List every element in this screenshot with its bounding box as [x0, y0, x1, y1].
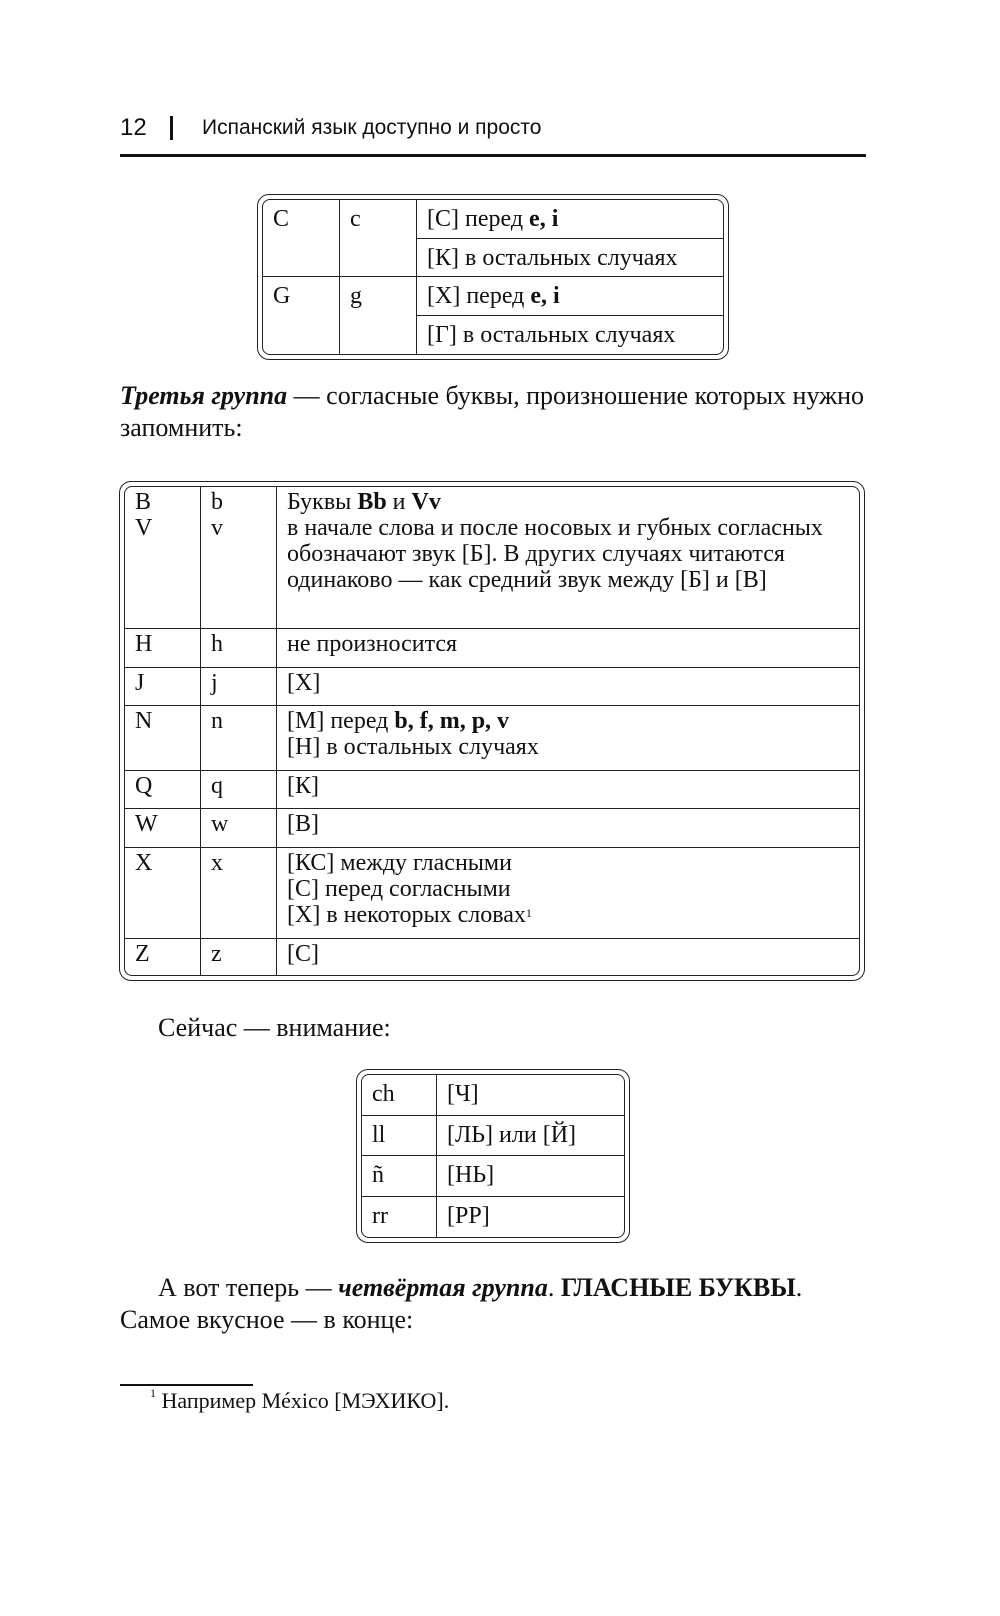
letter-upper: J: [125, 667, 201, 705]
digraph-cell: rr: [362, 1197, 437, 1237]
letter-upper: W: [125, 809, 201, 847]
letter-upper: Q: [125, 770, 201, 808]
letter-upper: B V: [135, 489, 153, 541]
strong-heading: ГЛАСНЫЕ БУКВЫ: [560, 1273, 796, 1302]
footnote-ref: 1: [525, 905, 532, 920]
rule-cell: [Х] перед e, i: [417, 277, 724, 316]
desc-cell: не произносится: [277, 629, 860, 667]
letter-lower: x: [201, 847, 277, 938]
desc-cell: [М] перед b, f, m, p, v [Н] в остальных случаях: [277, 706, 860, 771]
letter-upper: Z: [125, 939, 201, 976]
desc-cell: [С]: [277, 939, 860, 976]
table-row: [125, 667, 859, 705]
letter-upper: H: [125, 629, 201, 667]
table-c-g: [257, 194, 729, 360]
rule-cell: [С] перед e, i: [417, 200, 724, 238]
emphasis: Третья группа: [120, 381, 288, 410]
table-digraphs: [356, 1069, 630, 1243]
desc-cell: [В]: [277, 809, 860, 847]
letter-upper: C: [273, 206, 290, 232]
paragraph-attention: Сейчас — внимание:: [158, 1013, 391, 1042]
digraph-cell: ch: [372, 1081, 395, 1107]
paragraph-fourth-group: А вот теперь — четвёртая группа. ГЛАСНЫЕ БУКВЫ. Самое вкусное — в конце:: [120, 1273, 803, 1334]
table-consonants: [119, 481, 865, 981]
table-row: [125, 770, 859, 808]
letter-upper: N: [125, 706, 201, 771]
footnote-mark: 1: [150, 1386, 156, 1400]
digraph-cell: ll: [362, 1115, 437, 1156]
running-header: [120, 114, 866, 157]
letter-upper: G: [263, 277, 340, 354]
letter-lower: b v: [201, 487, 277, 629]
letter-lower: g: [340, 277, 417, 354]
footnote: [150, 1388, 449, 1414]
table-row: [125, 706, 859, 771]
emphasis: четвёртая группа: [338, 1273, 548, 1302]
letter-upper: X: [125, 847, 201, 938]
letter-lower: w: [201, 809, 277, 847]
table-row: [125, 809, 859, 847]
desc-cell: Буквы Bb и Vv в начале слова и после носовых и губных согласных обозначают звук [Б]. В других случаях читаются одинаково — как средний звук между [Б] и [В]: [277, 487, 860, 629]
letter-lower: h: [201, 629, 277, 667]
letter-lower: q: [201, 770, 277, 808]
letter-lower: j: [201, 667, 277, 705]
desc-cell: [К]: [277, 770, 860, 808]
table-row: [125, 487, 859, 629]
sound-cell: [НЬ]: [437, 1156, 625, 1197]
rule-cell: [К] в остальных случаях: [417, 238, 724, 277]
footnote-text: Например México [МЭХИКО].: [161, 1388, 450, 1413]
sound-cell: [ЛЬ] или [Й]: [437, 1115, 625, 1156]
table-row: [362, 1197, 624, 1237]
letter-lower: c: [340, 200, 417, 277]
sound-cell: [РР]: [437, 1197, 625, 1237]
header-separator: [170, 116, 173, 140]
table-row: [362, 1115, 624, 1156]
footnote-rule: [120, 1384, 253, 1386]
table-row: [125, 939, 859, 976]
sound-cell: [Ч]: [437, 1075, 625, 1115]
book-title: Испанский язык доступно и просто: [202, 116, 542, 139]
letter-lower: n: [201, 706, 277, 771]
desc-cell: [КС] между гласными [С] перед согласными [Х] в некоторых словах$^1$: [277, 847, 860, 938]
digraph-cell: ñ: [362, 1156, 437, 1197]
table-row: [263, 200, 723, 238]
page-number: 12: [120, 114, 147, 141]
table-row: [362, 1156, 624, 1197]
paragraph-third-group: Третья группа — согласные буквы, произношение которых нужно запомнить:: [120, 381, 864, 442]
table-row: [263, 277, 723, 316]
desc-cell: [Х]: [277, 667, 860, 705]
table-row: [125, 629, 859, 667]
table-row: [362, 1075, 624, 1115]
letter-lower: z: [201, 939, 277, 976]
rule-cell: [Г] в остальных случаях: [417, 316, 724, 354]
table-row: [125, 847, 859, 938]
